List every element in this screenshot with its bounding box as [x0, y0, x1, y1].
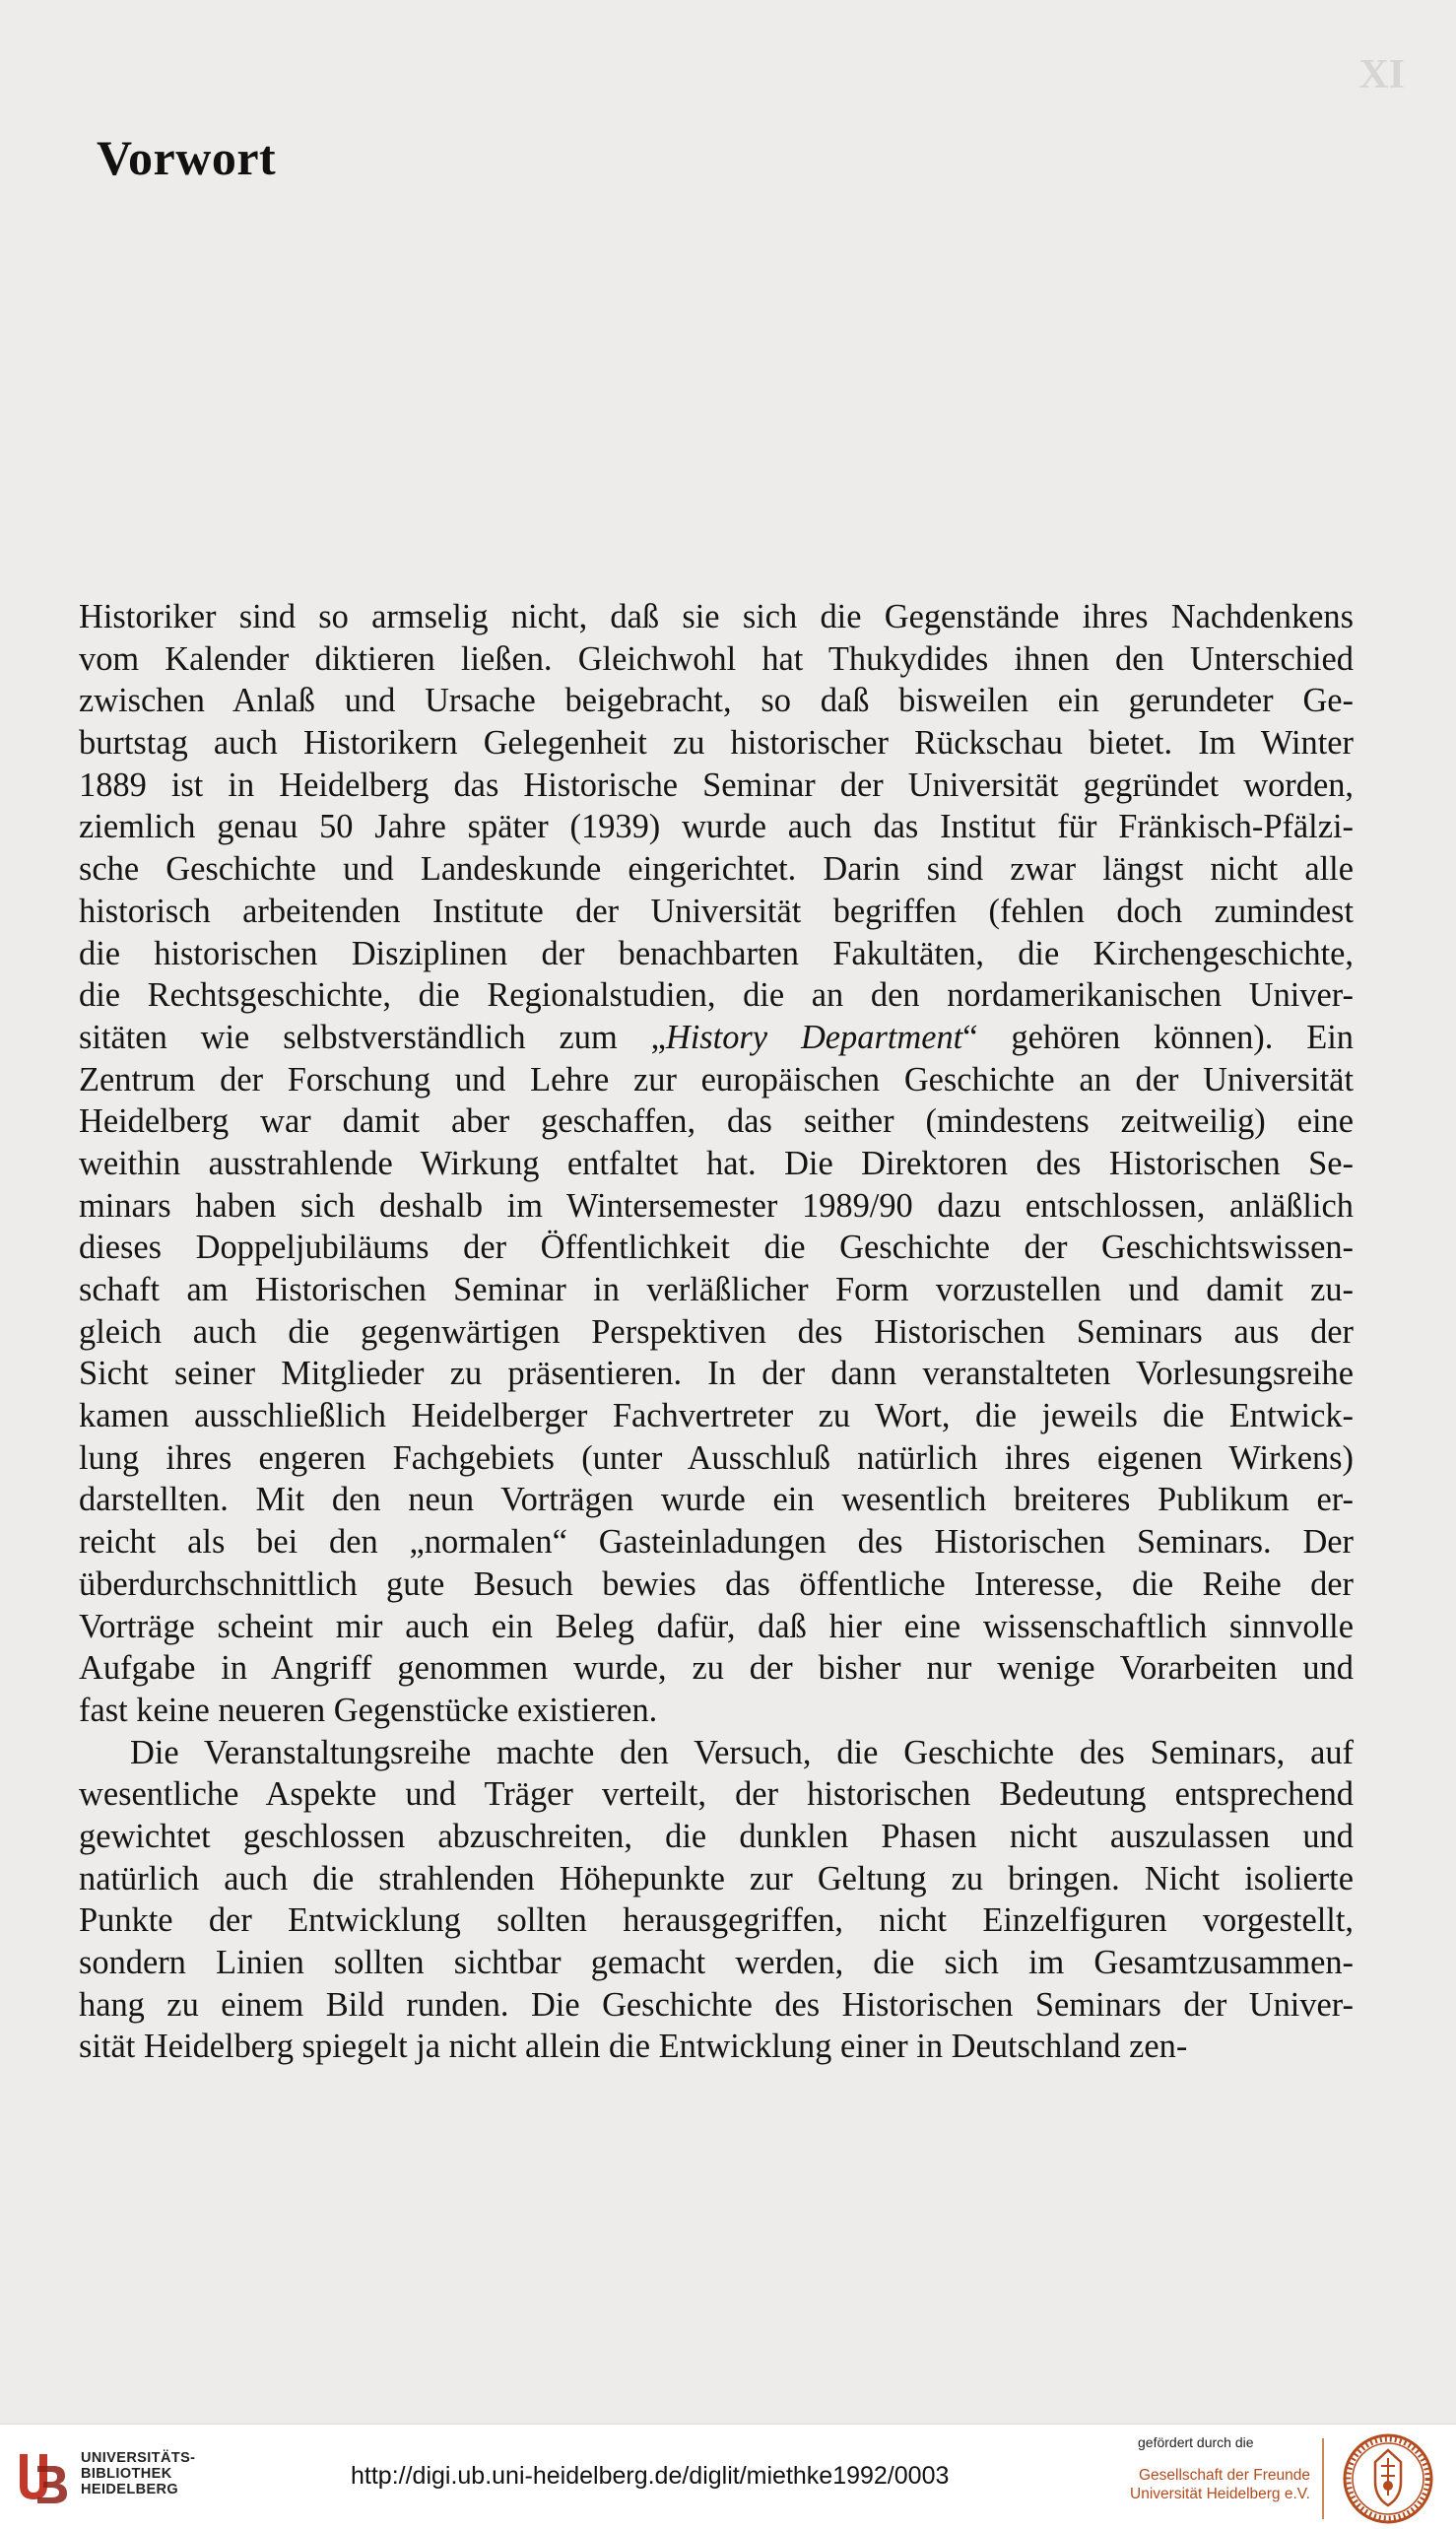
text-line: ziemlich genau 50 Jahre später (1939) wurde auch das Institut für Fränkisch-Pfälzi- — [79, 808, 1354, 846]
society-name — [1130, 2466, 1310, 2503]
footer-divider — [1322, 2438, 1324, 2519]
library-name-line: UNIVERSITÄTS- — [81, 2450, 196, 2466]
text-line: schaft am Historischen Seminar in verläßlicher Form vorzustellen und damit zu- — [79, 1271, 1354, 1308]
society-name-line: Universität Heidelberg e.V. — [1130, 2486, 1310, 2502]
text-line: natürlich auch die strahlenden Höhepunkte zur Geltung zu bringen. Nicht isolierte — [79, 1859, 1354, 1897]
italic-title: History Department — [665, 1018, 963, 1056]
text-line: vom Kalender diktieren ließen. Gleichwohl hat Thukydides ihnen den Unterschied — [79, 639, 1354, 678]
text-run: sitäten wie selbstverständlich zum „ — [79, 1018, 666, 1056]
text-line: Punkte der Entwicklung sollten herausgegriffen, nicht Einzelfiguren vorgestellt, — [79, 1901, 1354, 1940]
library-name-line: BIBLIOTHEK — [81, 2466, 172, 2482]
text-line: reicht als bei den „normalen“ Gasteinladungen des Historischen Seminars. Der — [79, 1523, 1354, 1562]
text-line: lung ihres engeren Fachgebiets (unter Ausschluß natürlich ihres eigenen Wirkens) — [79, 1438, 1354, 1477]
text-line: darstellten. Mit den neun Vorträgen wurde ein wesentlich breiteres Publikum er- — [79, 1481, 1354, 1519]
show-through-running-head: XI — [1358, 52, 1405, 98]
library-name-line: HEIDELBERG — [81, 2482, 179, 2497]
page-title: Vorwort — [97, 130, 277, 185]
text-line: sche Geschichte und Landeskunde eingerichtet. Darin sind zwar längst nicht alle — [79, 850, 1354, 889]
text-line: dieses Doppeljubiläums der Öffentlichkeit die Geschichte der Geschichtswissen- — [79, 1229, 1354, 1267]
text-line: weithin ausstrahlende Wirkung entfaltet hat. Die Direktoren des Historischen Se- — [79, 1144, 1354, 1182]
text-line: Die Veranstaltungsreihe machte den Versuch, die Geschichte des Seminars, auf — [130, 1733, 1354, 1771]
text-line — [79, 1017, 1354, 1059]
text-line: fast keine neueren Gegenstücke existieren. — [79, 1691, 658, 1729]
society-name-line: Gesellschaft der Freunde — [1138, 2467, 1310, 2484]
text-line: wesentliche Aspekte und Träger verteilt, der historischen Bedeutung entsprechend — [79, 1775, 1354, 1814]
text-line: die historischen Disziplinen der benachbarten Fakultäten, die Kirchengeschichte, — [79, 934, 1354, 972]
permalink-url[interactable]: http://digi.ub.uni-heidelberg.de/diglit/miethke1992/0003 — [351, 2462, 950, 2490]
text-line: zwischen Anlaß und Ursache beigebracht, so daß bisweilen ein gerundeter Ge- — [79, 682, 1354, 720]
footer-bar — [0, 2424, 1456, 2529]
ub-logo-icon — [12, 2446, 73, 2507]
text-line: Zentrum der Forschung und Lehre zur europäischen Geschichte an der Universität — [79, 1060, 1354, 1098]
main-text — [79, 596, 1354, 2068]
text-line: historisch arbeitenden Institute der Universität begriffen (fehlen doch zumindest — [79, 892, 1354, 930]
text-line: sondern Linien sollten sichtbar gemacht werden, die sich im Gesamtzusammen- — [79, 1944, 1354, 1981]
text-line: gewichtet geschlossen abzuschreiten, die dunklen Phasen nicht auszulassen und — [79, 1817, 1354, 1855]
text-line: Heidelberg war damit aber geschaffen, das seither (mindestens zeitweilig) eine — [79, 1102, 1354, 1141]
text-line: minars haben sich deshalb im Wintersemester 1989/90 dazu entschlossen, anläßlich — [79, 1186, 1354, 1225]
show-through-text — [95, 138, 1365, 179]
text-line: kamen ausschließlich Heidelberger Fachvertreter zu Wort, die jeweils die Entwick- — [79, 1397, 1354, 1435]
university-seal-icon — [1342, 2432, 1434, 2525]
text-line: Aufgabe in Angriff genommen wurde, zu der bisher nur wenige Vorarbeiten und — [79, 1649, 1354, 1688]
text-line: Vorträge scheint mir auch ein Beleg dafür, daß hier eine wissenschaftlich sinnvolle — [79, 1607, 1354, 1645]
library-name — [81, 2450, 195, 2497]
text-line: 1889 ist in Heidelberg das Historische Seminar der Universität gegründet worden, — [79, 765, 1354, 804]
text-line: überdurchschnittlich gute Besuch bewies das öffentliche Interesse, die Reihe der — [79, 1564, 1354, 1603]
text-run: “ gehören können). Ein — [962, 1018, 1354, 1056]
text-line: Sicht seiner Mitglieder zu präsentieren. In der dann veranstalteten Vorlesungsreihe — [79, 1355, 1354, 1393]
text-line: burtstag auch Historikern Gelegenheit zu historischer Rückschau bietet. Im Winter — [79, 724, 1354, 763]
text-line: gleich auch die gegenwärtigen Perspektiven des Historischen Seminars aus der — [79, 1312, 1354, 1351]
text-line: hang zu einem Bild runden. Die Geschichte des Historischen Seminars der Univer- — [79, 1985, 1354, 2024]
text-line: die Rechtsgeschichte, die Regionalstudien, die an den nordamerikanischen Univer- — [79, 976, 1354, 1015]
text-line: sität Heidelberg spiegelt ja nicht allein die Entwicklung einer in Deutschland zen- — [79, 2028, 1188, 2066]
text-line: Historiker sind so armselig nicht, daß sie sich die Gegenstände ihres Nachdenkens — [79, 598, 1354, 635]
funded-by-label: gefördert durch die — [1138, 2434, 1254, 2450]
